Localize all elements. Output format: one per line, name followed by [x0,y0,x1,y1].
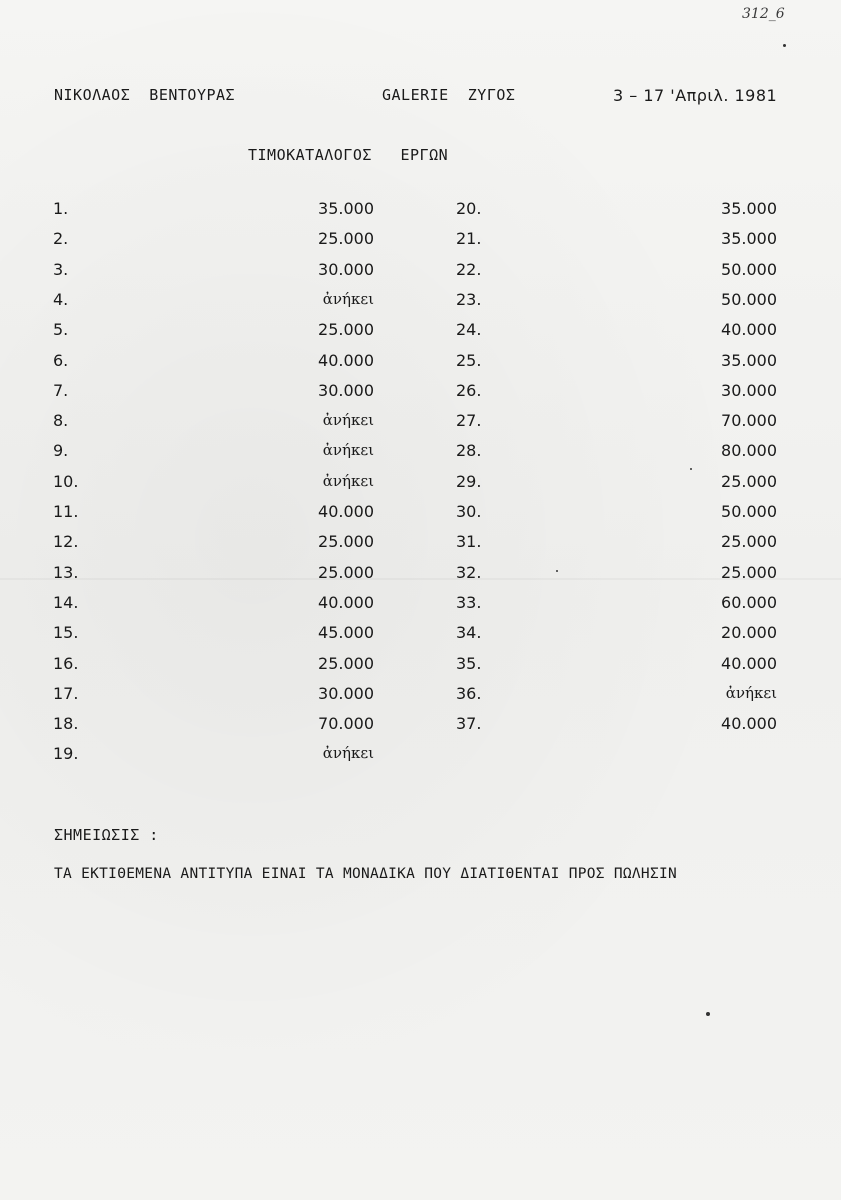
item-price: 40.000 [721,320,777,339]
item-number: 19. [53,744,79,763]
artist-name: ΝΙΚΟΛΑΟΣ ΒΕΝΤΟΥΡΑΣ [54,86,236,104]
item-number: 3. [53,260,69,279]
item-number: 23. [456,290,482,309]
item-number: 4. [53,290,69,309]
exhibition-dates: 3 – 17 'Απριλ. 1981 [613,86,778,105]
item-price: 35.000 [721,351,777,370]
item-price: 70.000 [721,411,777,430]
item-status-sold: ἀνήκει [322,290,374,308]
item-price: 50.000 [721,290,777,309]
item-number: 32. [456,563,482,582]
item-price: 25.000 [318,532,374,551]
item-number: 29. [456,472,482,491]
item-status-sold: ἀνήκει [725,684,777,702]
item-number: 37. [456,714,482,733]
item-price: 25.000 [318,229,374,248]
item-number: 1. [53,199,69,218]
item-number: 16. [53,654,79,673]
item-price: 70.000 [318,714,374,733]
item-price: 20.000 [721,623,777,642]
item-price: 35.000 [318,199,374,218]
item-number: 14. [53,593,79,612]
item-price: 30.000 [318,381,374,400]
item-number: 26. [456,381,482,400]
item-number: 21. [456,229,482,248]
price-list-title: ΤΙΜΟΚΑΤΑΛΟΓΟΣ ΕΡΓΩΝ [248,146,449,164]
ink-speck [690,468,692,470]
item-number: 12. [53,532,79,551]
item-number: 30. [456,502,482,521]
item-price: 40.000 [318,351,374,370]
item-status-sold: ἀνήκει [322,441,374,459]
item-number: 28. [456,441,482,460]
item-price: 30.000 [318,260,374,279]
ink-speck [706,1012,710,1016]
item-status-sold: ἀνήκει [322,411,374,429]
item-price: 40.000 [318,502,374,521]
item-price: 25.000 [721,532,777,551]
item-number: 2. [53,229,69,248]
notes-label: ΣΗΜΕΙΩΣΙΣ : [54,826,159,844]
item-number: 34. [456,623,482,642]
item-price: 25.000 [721,472,777,491]
item-number: 35. [456,654,482,673]
archive-mark: 312_6 [742,6,785,22]
item-price: 30.000 [318,684,374,703]
item-price: 35.000 [721,199,777,218]
item-status-sold: ἀνήκει [322,472,374,490]
item-number: 24. [456,320,482,339]
item-number: 20. [456,199,482,218]
item-number: 33. [456,593,482,612]
item-price: 25.000 [318,654,374,673]
item-price: 50.000 [721,502,777,521]
item-number: 10. [53,472,79,491]
item-price: 50.000 [721,260,777,279]
item-number: 13. [53,563,79,582]
item-price: 80.000 [721,441,777,460]
item-number: 11. [53,502,79,521]
item-number: 27. [456,411,482,430]
item-number: 18. [53,714,79,733]
item-number: 15. [53,623,79,642]
item-price: 60.000 [721,593,777,612]
ink-speck [783,44,786,47]
item-price: 40.000 [721,714,777,733]
gallery-name: GALERIE ΖΥΓΟΣ [382,86,516,104]
item-number: 6. [53,351,69,370]
notes-text: ΤΑ ΕΚΤΙΘΕΜΕΝΑ ΑΝΤΙΤΥΠΑ ΕΙΝΑΙ ΤΑ ΜΟΝΑΔΙΚΑ ΠΟΥ ΔΙΑΤΙΘΕΝΤΑΙ ΠΡΟΣ ΠΩΛΗΣΙΝ [54,866,678,882]
item-number: 25. [456,351,482,370]
item-number: 17. [53,684,79,703]
item-number: 5. [53,320,69,339]
item-status-sold: ἀνήκει [322,744,374,762]
item-price: 25.000 [721,563,777,582]
item-number: 22. [456,260,482,279]
item-number: 36. [456,684,482,703]
item-price: 45.000 [318,623,374,642]
item-price: 25.000 [318,563,374,582]
item-number: 7. [53,381,69,400]
item-price: 25.000 [318,320,374,339]
item-price: 40.000 [721,654,777,673]
item-number: 8. [53,411,69,430]
item-number: 31. [456,532,482,551]
ink-speck [556,570,558,572]
item-number: 9. [53,441,69,460]
item-price: 40.000 [318,593,374,612]
item-price: 30.000 [721,381,777,400]
item-price: 35.000 [721,229,777,248]
